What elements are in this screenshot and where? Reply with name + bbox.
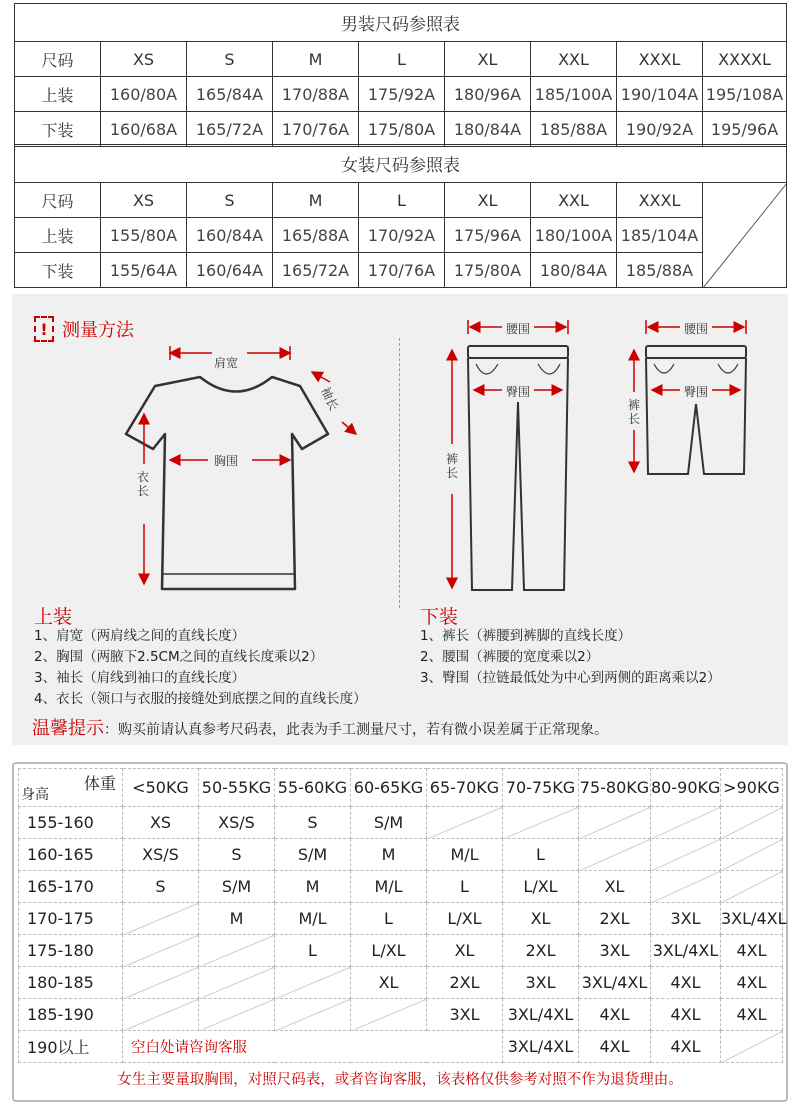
size-cell: XL: [427, 935, 503, 967]
bottom-notes: [420, 626, 721, 689]
size-cell: M: [351, 839, 427, 871]
size-cell: 175/80A: [445, 253, 531, 288]
height-cell: 160-165: [19, 839, 123, 871]
size-cell: 185/88A: [617, 253, 703, 288]
row-label: 下装: [15, 253, 101, 288]
header-cell: XS: [101, 42, 187, 77]
pants-hip-label: 臀围: [506, 385, 531, 399]
weight-cell: 65-70KG: [427, 769, 503, 807]
measure-title-text: 测量方法: [62, 320, 134, 341]
weight-header-row: [19, 769, 783, 807]
height-row: [19, 807, 783, 839]
size-cell: 3XL: [651, 903, 721, 935]
size-cell: 3XL: [427, 999, 503, 1031]
empty-cell: [721, 871, 783, 903]
size-cell: 155/80A: [101, 218, 187, 253]
weight-cell: 55-60KG: [275, 769, 351, 807]
empty-cell: [351, 999, 427, 1031]
row-label: 下装: [15, 112, 101, 147]
tshirt-diagram: [12, 294, 402, 614]
size-cell: S: [123, 871, 199, 903]
note-item: 4、衣长（领口与衣服的接缝处到底摆之间的直线长度）: [34, 691, 367, 707]
size-cell: 4XL: [579, 1031, 651, 1063]
size-cell: 190/104A: [617, 77, 703, 112]
empty-cell: [721, 839, 783, 871]
size-cell: 160/68A: [101, 112, 187, 147]
header-cell: L: [359, 42, 445, 77]
weight-cell: 75-80KG: [579, 769, 651, 807]
diagonal-line: [427, 807, 503, 839]
warning-icon: !: [34, 316, 54, 342]
diagonal-line: [651, 871, 721, 903]
header-cell: XXXXL: [703, 42, 787, 77]
shoulder-label: 肩宽: [214, 356, 239, 370]
size-cell: 2XL: [579, 903, 651, 935]
diagonal-line: [721, 1031, 783, 1063]
size-cell: 185/88A: [531, 112, 617, 147]
weight-cell: <50KG: [123, 769, 199, 807]
chest-label: 胸围: [214, 454, 239, 468]
recommend-panel: [12, 762, 788, 1102]
women-bottom-row: [15, 253, 787, 288]
size-cell: 3XL/4XL: [503, 1031, 579, 1063]
bottom-heading: 下装: [420, 606, 459, 628]
diagonal-line: [721, 839, 783, 871]
size-cell: 190/92A: [617, 112, 703, 147]
height-cell: 185-190: [19, 999, 123, 1031]
weight-cell: 80-90KG: [651, 769, 721, 807]
men-table-title: 男装尺码参照表: [15, 4, 787, 42]
diagonal-line: [721, 807, 783, 839]
shorts-hip-label: 臀围: [684, 385, 709, 399]
diagonal-line: [199, 999, 275, 1031]
size-cell: 170/76A: [359, 253, 445, 288]
size-cell: 170/76A: [273, 112, 359, 147]
top-heading: 上装: [34, 606, 73, 628]
weight-label: 体重: [83, 774, 116, 793]
pants-diagram: [412, 294, 792, 614]
diagonal-line: [199, 967, 275, 999]
size-cell: 2XL: [503, 935, 579, 967]
size-cell: 155/64A: [101, 253, 187, 288]
size-cell: XL: [579, 871, 651, 903]
size-cell: 195/96A: [703, 112, 787, 147]
tip-label: 温馨提示: [32, 718, 104, 739]
diagonal-line: [123, 903, 199, 935]
empty-cell: [123, 967, 199, 999]
size-cell: L/XL: [351, 935, 427, 967]
weight-cell: 60-65KG: [351, 769, 427, 807]
row-label: 上装: [15, 218, 101, 253]
diagonal-line: [199, 935, 275, 967]
size-cell: 2XL: [427, 967, 503, 999]
size-cell: XS/S: [123, 839, 199, 871]
header-cell: XL: [445, 183, 531, 218]
women-table-title: 女装尺码参照表: [15, 145, 787, 183]
empty-cell: [275, 999, 351, 1031]
size-cell: 4XL: [721, 999, 783, 1031]
shorts-outline: [646, 346, 746, 474]
empty-cell: [199, 999, 275, 1031]
empty-cell: [199, 967, 275, 999]
men-size-table: [14, 3, 787, 147]
sleeve-label: 袖长: [316, 382, 343, 415]
header-cell: XXXL: [617, 42, 703, 77]
header-cell: XL: [445, 42, 531, 77]
diagonal-line: [351, 999, 427, 1031]
size-cell: 4XL: [721, 967, 783, 999]
women-top-row: [15, 218, 787, 253]
size-cell: 4XL: [651, 1031, 721, 1063]
size-cell: 3XL/4XL: [503, 999, 579, 1031]
diagonal-line: [275, 967, 351, 999]
size-cell: 4XL: [579, 999, 651, 1031]
top-notes: [34, 626, 367, 710]
size-cell: 3XL: [503, 967, 579, 999]
empty-cell: [427, 807, 503, 839]
size-cell: 4XL: [651, 967, 721, 999]
size-cell: XL: [503, 903, 579, 935]
height-row: [19, 999, 783, 1031]
corner-cell: [19, 769, 123, 807]
size-cell: 195/108A: [703, 77, 787, 112]
height-cell: 170-175: [19, 903, 123, 935]
size-cell: L: [351, 903, 427, 935]
length-label: 衣长: [136, 470, 149, 498]
header-cell: 尺码: [15, 42, 101, 77]
size-cell: 165/72A: [187, 112, 273, 147]
note-item: 3、臀围（拉链最低处为中心到两侧的距离乘以2）: [420, 670, 721, 686]
size-cell: 3XL/4XL: [651, 935, 721, 967]
height-row: [19, 967, 783, 999]
empty-cell: [503, 807, 579, 839]
note-item: 1、裤长（裤腰到裤脚的直线长度）: [420, 628, 632, 644]
size-cell: 180/96A: [445, 77, 531, 112]
height-cell: 190以上: [19, 1031, 123, 1063]
height-cell: 165-170: [19, 871, 123, 903]
size-cell: 3XL: [579, 935, 651, 967]
header-cell: 尺码: [15, 183, 101, 218]
height-row: [19, 903, 783, 935]
height-cell: 175-180: [19, 935, 123, 967]
header-cell: S: [187, 42, 273, 77]
height-cell: 155-160: [19, 807, 123, 839]
shorts-length-label: 裤长: [627, 398, 640, 426]
size-cell: S: [275, 807, 351, 839]
empty-cell: [123, 999, 199, 1031]
diagonal-line: [123, 999, 199, 1031]
shorts-waist-label: 腰围: [684, 322, 709, 336]
size-cell: 4XL: [651, 999, 721, 1031]
men-bottom-row: [15, 112, 787, 147]
header-cell: XXL: [531, 183, 617, 218]
size-cell: 180/100A: [531, 218, 617, 253]
size-cell: S/M: [351, 807, 427, 839]
pants-waist-label: 腰围: [506, 322, 531, 336]
size-cell: L/XL: [503, 871, 579, 903]
height-row: [19, 1031, 783, 1063]
recommend-table: [18, 768, 787, 1063]
size-cell: 170/88A: [273, 77, 359, 112]
size-cell: M/L: [427, 839, 503, 871]
size-cell: L: [427, 871, 503, 903]
size-cell: 160/80A: [101, 77, 187, 112]
size-cell: L/XL: [427, 903, 503, 935]
empty-cell: [199, 935, 275, 967]
size-cell: 3XL/4XL: [579, 967, 651, 999]
diagonal-line: [721, 871, 783, 903]
blank-note: 空白处请咨询客服: [123, 1031, 503, 1063]
diagonal-line: [503, 807, 579, 839]
note-item: 2、腰围（裤腰的宽度乘以2）: [420, 649, 600, 665]
empty-cell: [651, 807, 721, 839]
size-cell: 175/80A: [359, 112, 445, 147]
size-cell: M: [275, 871, 351, 903]
empty-cell: [703, 183, 787, 288]
size-cell: S/M: [199, 871, 275, 903]
diagonal-line: [651, 807, 721, 839]
header-cell: XXXL: [617, 183, 703, 218]
height-label: 身高: [21, 787, 49, 803]
size-cell: 175/92A: [359, 77, 445, 112]
size-cell: 3XL/4XL: [721, 903, 783, 935]
height-row: [19, 839, 783, 871]
empty-cell: [579, 839, 651, 871]
tip: [32, 714, 608, 740]
diagonal-line: [651, 839, 721, 871]
size-cell: 160/64A: [187, 253, 273, 288]
header-cell: M: [273, 42, 359, 77]
men-header-row: [15, 42, 787, 77]
note-item: 1、肩宽（两肩线之间的直线长度）: [34, 628, 246, 644]
size-cell: XS: [123, 807, 199, 839]
note-item: 3、袖长（肩线到袖口的直线长度）: [34, 670, 246, 686]
diagonal-line: [579, 839, 651, 871]
footer-note: 女生主要量取胸围，对照尺码表，或者咨询客服，该表格仅供参考对照不作为退货理由。: [117, 1072, 683, 1088]
size-cell: M/L: [275, 903, 351, 935]
empty-cell: [275, 967, 351, 999]
section-divider: [399, 338, 400, 608]
empty-cell: [651, 871, 721, 903]
size-cell: L: [275, 935, 351, 967]
height-row: [19, 871, 783, 903]
size-cell: M: [199, 903, 275, 935]
empty-cell: [651, 839, 721, 871]
pants-length-label: 裤长: [445, 452, 458, 480]
row-label: 上装: [15, 77, 101, 112]
empty-cell: [721, 1031, 783, 1063]
size-cell: XL: [351, 967, 427, 999]
weight-cell: >90KG: [721, 769, 783, 807]
size-cell: M/L: [351, 871, 427, 903]
empty-cell: [579, 807, 651, 839]
size-cell: 185/100A: [531, 77, 617, 112]
height-cell: 180-185: [19, 967, 123, 999]
height-row: [19, 935, 783, 967]
header-cell: XXL: [531, 42, 617, 77]
size-cell: 185/104A: [617, 218, 703, 253]
size-cell: 4XL: [721, 935, 783, 967]
size-cell: 165/84A: [187, 77, 273, 112]
size-cell: 165/72A: [273, 253, 359, 288]
weight-cell: 70-75KG: [503, 769, 579, 807]
empty-cell: [721, 807, 783, 839]
header-cell: XS: [101, 183, 187, 218]
tip-text: ：购买前请认真参考尺码表，此表为手工测量尺寸，若有微小误差属于正常现象。: [104, 722, 608, 738]
empty-cell: [123, 935, 199, 967]
diagonal-line: [579, 807, 651, 839]
diagonal-line: [123, 967, 199, 999]
size-cell: 175/96A: [445, 218, 531, 253]
measurement-section: [12, 294, 788, 745]
women-header-row: [15, 183, 787, 218]
size-cell: 165/88A: [273, 218, 359, 253]
empty-cell: [123, 903, 199, 935]
size-cell: L: [503, 839, 579, 871]
size-cell: 160/84A: [187, 218, 273, 253]
header-cell: M: [273, 183, 359, 218]
note-item: 2、胸围（两腋下2.5CM之间的直线长度乘以2）: [34, 649, 324, 665]
header-cell: L: [359, 183, 445, 218]
size-cell: 180/84A: [445, 112, 531, 147]
header-cell: S: [187, 183, 273, 218]
weight-cell: 50-55KG: [199, 769, 275, 807]
tshirt-outline: [126, 377, 328, 589]
size-cell: XS/S: [199, 807, 275, 839]
men-top-row: [15, 77, 787, 112]
diagonal-line: [123, 935, 199, 967]
women-size-table: [14, 144, 787, 288]
size-cell: 170/92A: [359, 218, 445, 253]
size-cell: S: [199, 839, 275, 871]
diagonal-line: [275, 999, 351, 1031]
size-cell: 180/84A: [531, 253, 617, 288]
size-cell: S/M: [275, 839, 351, 871]
diagonal-line: [703, 183, 787, 288]
